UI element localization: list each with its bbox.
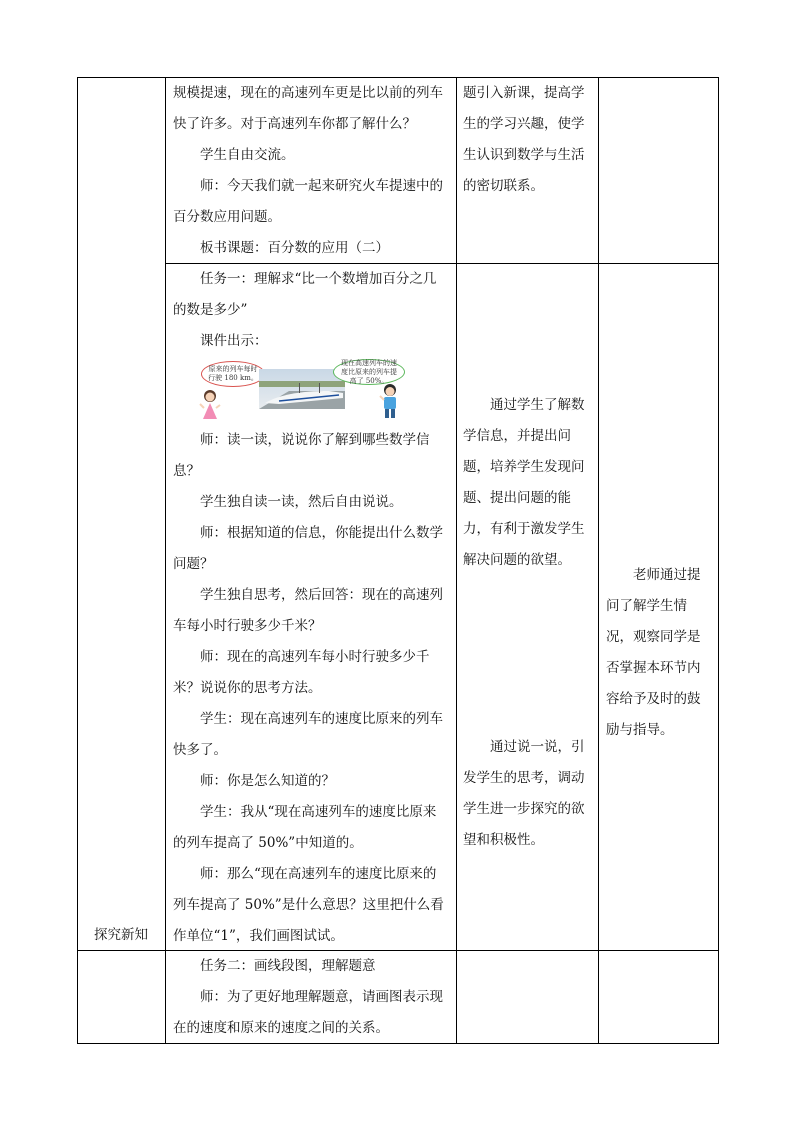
bubble-text: 原来的列车每时行驶 180 km。 bbox=[208, 365, 258, 382]
process-paragraph: 学生自由交流。 bbox=[200, 147, 295, 163]
process-paragraph: 学生：我从“现在高速列车的速度比原来的列车提高了 50%”中知道的。 bbox=[173, 804, 437, 851]
table-divider-3 bbox=[598, 77, 599, 1044]
design-intent: 题引入新课，提高学生的学习兴趣，使学生认识到数学与生活的密切联系。 bbox=[463, 85, 585, 194]
row2-intent-cell-2 bbox=[463, 732, 593, 856]
table-border-left bbox=[77, 77, 78, 1044]
row3-process-cell bbox=[173, 951, 449, 1044]
table-divider-1 bbox=[165, 77, 166, 1044]
stage-label: 探究新知 bbox=[94, 927, 148, 943]
process-paragraph: 板书课题：百分数的应用（二） bbox=[200, 240, 389, 256]
process-paragraph: 师：根据知道的信息，你能提出什么数学问题？ bbox=[173, 525, 443, 572]
task-title: 任务一：理解求“比一个数增加百分之几的数是多少” bbox=[173, 271, 437, 318]
row2-intent-cell-1 bbox=[463, 390, 593, 576]
process-paragraph: 师：现在的高速列车每小时行驶多少千米？说说你的思考方法。 bbox=[173, 649, 430, 696]
courseware-figure bbox=[173, 359, 449, 421]
table-divider-2 bbox=[456, 77, 457, 1044]
process-paragraph: 师：你是怎么知道的？ bbox=[200, 773, 335, 789]
speech-bubble-girl bbox=[201, 361, 265, 387]
bubble-text: 现在高速列车的速度比原来的列车提高了 50%。 bbox=[341, 358, 397, 385]
design-intent: 通过说一说，引发学生的思考，调动学生进一步探究的欲望和积极性。 bbox=[463, 739, 585, 848]
process-paragraph: 任务二：画线段图，理解题意 bbox=[200, 958, 376, 974]
process-paragraph: 师：今天我们就一起来研究火车提速中的百分数应用问题。 bbox=[173, 178, 443, 225]
boy-figure-icon bbox=[379, 383, 401, 419]
process-paragraph: 学生独自读一读，然后自由说说。 bbox=[200, 494, 403, 510]
process-paragraph: 师：那么“现在高速列车的速度比原来的列车提高了 50%”是什么意思？这里把什么看作单位“1”，我们画图试试。 bbox=[173, 866, 444, 944]
speech-bubble-boy bbox=[333, 359, 405, 385]
process-paragraph: 师：为了更好地理解题意，请画图表示现在的速度和原来的速度之间的关系。 bbox=[173, 989, 443, 1036]
process-paragraph: 学生：现在高速列车的速度比原来的列车快多了。 bbox=[173, 711, 443, 758]
row1-process-cell bbox=[173, 78, 449, 264]
row2-process-cell bbox=[173, 264, 449, 952]
design-intent: 通过学生了解数学信息，并提出问题，培养学生发现问题、提出问题的能力，有利于激发学生解决问题的欲望。 bbox=[463, 397, 585, 568]
process-paragraph: 师：读一读，说说你了解到哪些数学信息？ bbox=[173, 432, 430, 479]
train-photo-icon bbox=[259, 369, 345, 409]
evaluation-note: 老师通过提问了解学生情况，观察同学是否掌握本环节内容给予及时的鼓励与指导。 bbox=[606, 567, 701, 738]
row2-evaluation-cell bbox=[606, 560, 712, 746]
row1-intent-cell bbox=[463, 78, 593, 202]
girl-figure-icon bbox=[199, 389, 221, 421]
process-paragraph: 规模提速，现在的高速列车更是比以前的列车快了许多。对于高速列车你都了解什么？ bbox=[173, 85, 443, 132]
table-border-right bbox=[718, 77, 719, 1044]
courseware-label: 课件出示： bbox=[200, 333, 268, 349]
process-paragraph: 学生独自思考，然后回答：现在的高速列车每小时行驶多少千米？ bbox=[173, 587, 443, 634]
